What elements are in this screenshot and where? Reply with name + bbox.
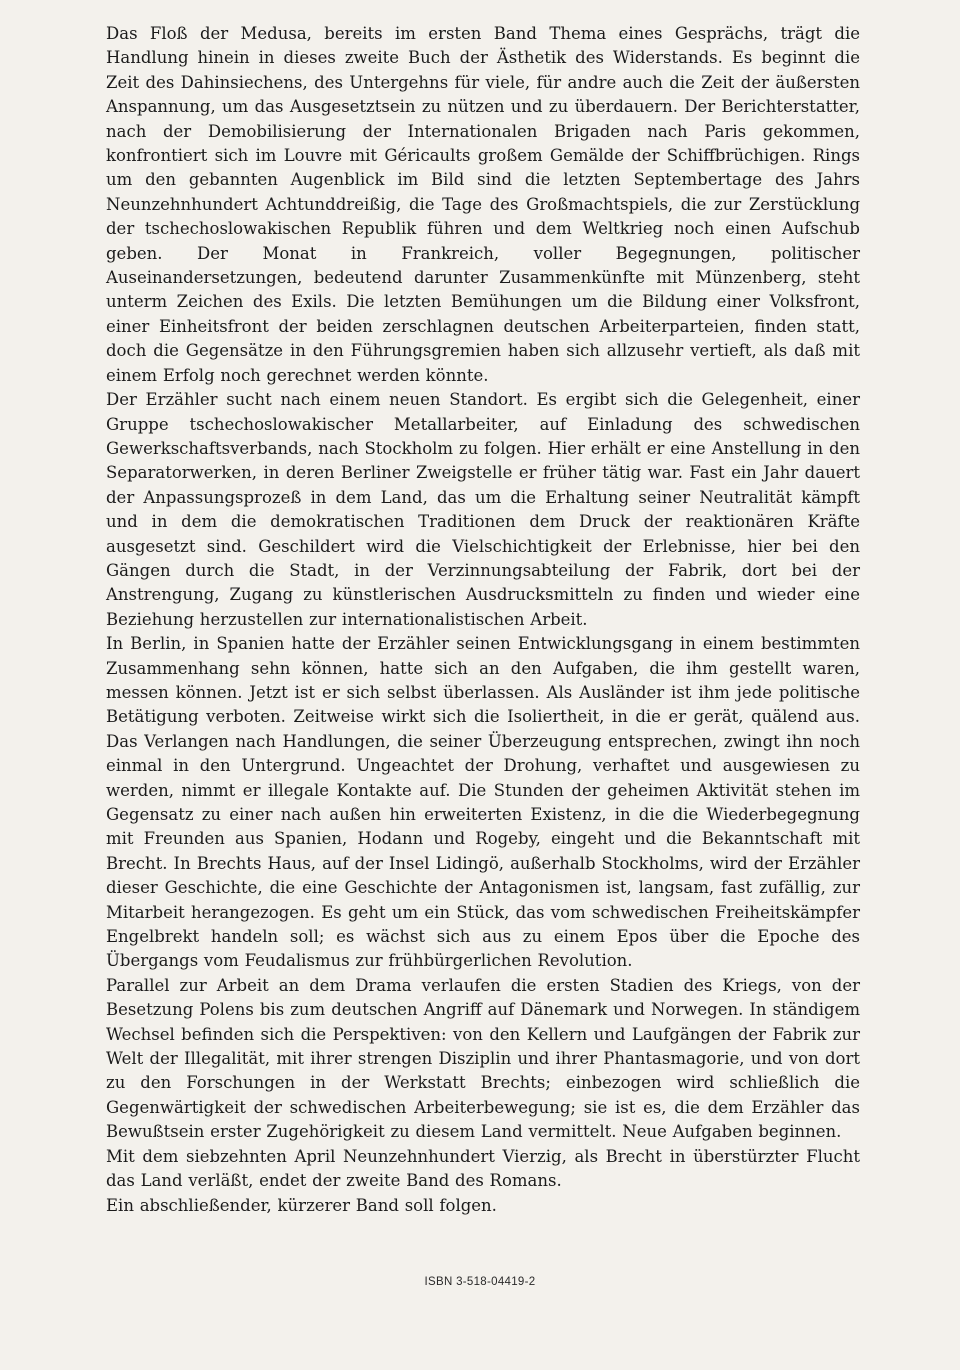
paragraph-standort: Der Erzähler sucht nach einem neuen Standort. Es ergibt sich die Gelegenheit, einer Gruppe tschechoslowakischer Metallarbeiter, auf Einladung des schwedischen Gewerkschaftsverbands, nach Stockholm zu folgen. Hier erhält er eine Anstellung in den Separatorwerken, in deren Berliner Zweigstelle er früher tätig war. Fast ein Jahr dauert der Anpassungsprozeß in dem Land, das um die Erhaltung seiner Neutralität kämpft und in dem die demokratischen Traditionen dem Druck der reaktionären Kräfte ausgesetzt sind. Geschildert wird die Vielschichtigkeit der Erlebnisse, hier bei den Gängen durch die Stadt, in der Verzinnungsabteilung der Fabrik, dort bei der Anstrengung, Zugang zu künstlerischen Ausdrucksmitteln zu finden und wieder eine Beziehung herzustellen zur internationalistischen Arbeit. [106, 390, 860, 629]
paragraph-abschluss: Ein abschließender, kürzerer Band soll folgen. [106, 1195, 497, 1215]
paragraph-berlin-spanien: In Berlin, in Spanien hatte der Erzähler seinen Entwicklungsgang in einem bestimmten Zusammenhang sehn können, hatte sich an den Aufgaben, die ihm gestellt waren, messen können. Jetzt ist er sich selbst überlassen. Als Ausländer ist ihm jede politische Betätigung verboten. Zeitweise wirkt sich die Isoliertheit, in die er gerät, quälend aus. Das Verlangen nach Handlungen, die seiner Überzeugung entsprechen, zwingt ihn noch einmal in den Untergrund. Ungeachtet der Drohung, verhaftet und ausgewiesen zu werden, nimmt er illegale Kontakte auf. Die Stunden der geheimen Aktivität stehen im Gegensatz zu einer nach außen hin erweiterten Existenz, in die die Wiederbegegnung mit Freunden aus Spanien, Hodann und Rogeby, eingeht und die Bekanntschaft mit Brecht. In Brechts Haus, auf der Insel Lidingö, außerhalb Stockholms, wird der Erzähler dieser Geschichte, die eine Geschichte der Antagonismen ist, langsam, fast zufällig, zur Mitarbeit herangezogen. Es geht um ein Stück, das vom schwedischen Freiheitskämpfer Engelbrekt handeln soll; es wächst sich aus zu einem Epos über die Epoche des Übergangs vom Feudalismus zur frühbürgerlichen Revolution. [106, 634, 860, 971]
isbn-number: ISBN 3-518-04419-2 [424, 1276, 536, 1288]
paragraph-medusa: Das Floß der Medusa, bereits im ersten Band Thema eines Gesprächs, trägt die Handlung hinein in dieses zweite Buch der Ästhetik des Widerstands. Es beginnt die Zeit des Dahinsiechens, des Untergehns für viele, für andre auch die Zeit der äußersten Anspannung, um das Ausgesetztsein zu nützen und zu überdauern. Der Berichterstatter, nach der Demobilisierung der Internationalen Brigaden nach Paris gekommen, konfrontiert sich im Louvre mit Géricaults großem Gemälde der Schiffbrüchigen. Rings um den gebannten Augenblick im Bild sind die letzten Septembertage des Jahrs Neunzehnhundert Achtunddreißig, die Tage des Großmachtspiels, die zur Zerstücklung der tschechoslowakischen Republik führen und dem Weltkrieg noch einen Aufschub geben. Der Monat in Frankreich, voller Begegnungen, politischer Auseinandersetzungen, bedeutend darunter Zusammenkünfte mit Münzenberg, steht unterm Zeichen des Exils. Die letzten Bemühungen um die Bildung einer Volksfront, einer Einheitsfront der beiden zerschlagnen deutschen Arbeiterparteien, finden statt, doch die Gegensätze in den Führungsgremien haben sich allzusehr vertieft, als daß mit einem Erfolg noch gerechnet werden könnte. [106, 24, 860, 385]
blurb-text [106, 22, 860, 1218]
paragraph-krieg: Parallel zur Arbeit an dem Drama verlaufen die ersten Stadien des Kriegs, von der Besetzung Polens bis zum deutschen Angriff auf Dänemark und Norwegen. In ständigem Wechsel befinden sich die Perspektiven: von den Kellern und Laufgängen der Fabrik zur Welt der Illegalität, mit ihrer strengen Disziplin und ihrer Phantasmagorie, und von dort zu den Forschungen in der Werkstatt Brechts; einbezogen wird schließlich die Gegenwärtigkeit der schwedischen Arbeiterbewegung; sie ist es, die dem Erzähler das Bewußtsein erster Zugehörigkeit zu diesem Land vermittelt. Neue Aufgaben beginnen. [106, 975, 860, 1142]
paragraph-april: Mit dem siebzehnten April Neunzehnhundert Vierzig, als Brecht in überstürzter Flucht das Land verläßt, endet der zweite Band des Romans. [106, 1146, 860, 1191]
